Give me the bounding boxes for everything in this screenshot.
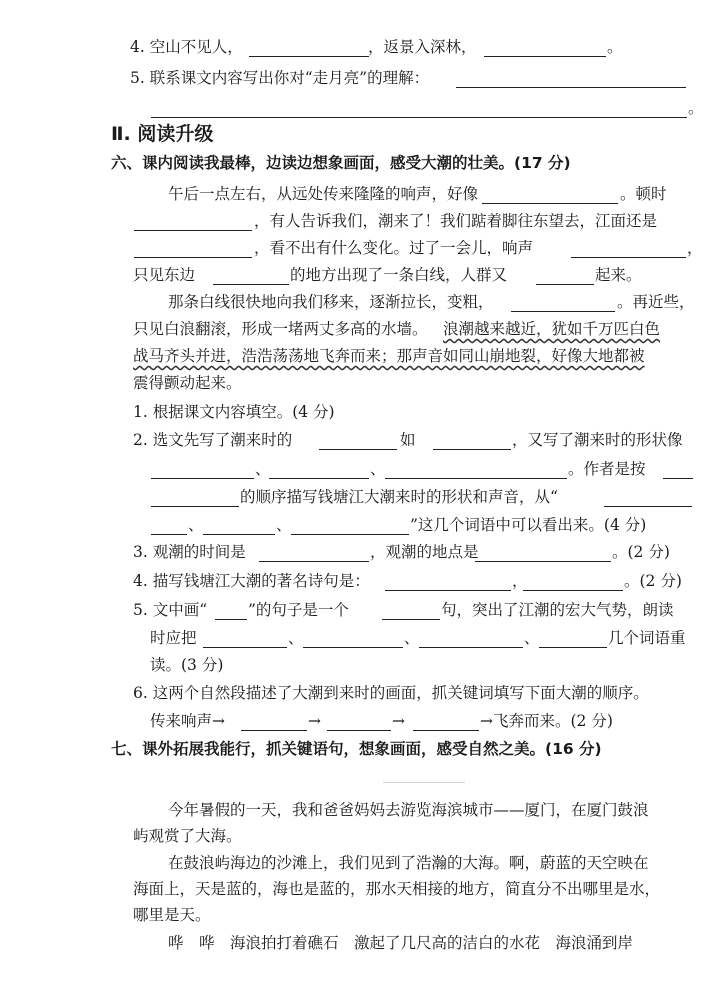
q6-sub3 [0,537,719,567]
question-text: 句，突出了江潮的宏大气势，朗读 [441,601,674,619]
poem-q4-text-b: ，返景入深林， [368,38,477,56]
answer-blank[interactable] [203,629,287,648]
answer-blank[interactable] [327,712,391,731]
answer-blank[interactable] [475,543,611,562]
question-text: 。作者是按 [568,460,646,478]
poem-q4-text-a: 4. 空山不见人， [130,38,243,56]
passage-text: 哗 哗 海浪拍打着礁石 激起了几尺高的洁白的水花 海浪涌到岸 [168,934,634,952]
question-text: ，观潮的地点是 [370,543,479,561]
passage-text: 今年暑假的一天，我和爸爸妈妈去游览海滨城市——厦门，在厦门鼓浪 [168,801,649,819]
question-text: →飞奔而来。(2 分) [480,712,613,730]
passage-text: ，看不出有什么变化。过了一会儿，响声 [254,239,534,257]
passage-text: 起来。 [595,266,642,284]
divider-line [383,782,465,783]
q6-heading [0,148,719,178]
passage-text: ， [687,239,703,257]
question-text: 4. 描写钱塘江大潮的著名诗句是： [133,572,370,590]
answer-blank[interactable] [151,516,187,535]
question-text: 、 [255,460,271,478]
q6-p1-line3 [0,233,719,263]
passage-text: 海面上，天是蓝的，海也是蓝的，那水天相接的地方，简直分不出哪里是水， [133,880,661,898]
passage-text: 午后一点左右，从远处传来隆隆的响声，好像 [168,185,479,203]
question-text: 6. 这两个自然段描述了大潮到来时的画面，抓关键词填写下面大潮的顺序。 [133,684,649,702]
answer-blank[interactable] [419,629,523,648]
question-text: ”的句子是一个 [248,601,349,619]
q6-sub6-line2 [0,706,719,736]
passage-text: 震得颤动起来。 [133,374,242,392]
question-text: ，又写了潮来时的形状像 [512,431,683,449]
answer-blank[interactable] [511,293,615,312]
question-text: 1. 根据课文内容填空。(4 分) [133,403,335,421]
question-text: 5. 文中画“ [133,601,208,619]
answer-blank[interactable] [456,69,686,88]
question-text: 几个词语重 [608,629,686,647]
poem-q4 [0,32,719,62]
arrow-text: → [392,712,405,730]
answer-blank[interactable] [433,431,511,450]
answer-blank[interactable] [151,488,239,507]
answer-blank[interactable] [134,212,252,231]
passage-text: 那条白线很快地向我们移来，逐渐拉长，变粗， [168,293,494,311]
question-text: 。(2 分) [624,572,682,590]
question-text: 如 [400,431,416,449]
section-title [0,118,719,150]
passage-text: 只见东边 [133,266,196,284]
question-text: 、 [524,629,540,647]
q6-p1-line2 [0,206,719,236]
answer-blank[interactable] [482,185,618,204]
q6-heading-text: 六、课内阅读我最棒，边读边想象画面，感受大潮的壮美。(17 分) [111,154,571,172]
passage-text: 。再近些， [617,293,695,311]
poem-q5 [0,63,719,93]
underlined-sentence: 战马齐头并进，浩浩荡荡地飞奔而来；那声音如同山崩地裂，好像大地都被 [133,347,645,365]
passage-text: 在鼓浪屿海边的沙滩上，我们见到了浩瀚的大海。啊，蔚蓝的天空映在 [168,854,649,872]
answer-blank[interactable] [213,266,289,285]
q6-sub5-line2 [0,623,719,653]
q6-sub4 [0,566,719,596]
passage-text: 屿观赏了大海。 [133,827,242,845]
answer-blank[interactable] [663,460,693,479]
answer-blank[interactable] [249,38,369,57]
q6-p1-line1 [0,179,719,209]
answer-blank[interactable] [571,239,686,258]
q6-sub2-line4 [0,510,719,540]
answer-blank[interactable] [523,572,623,591]
poem-q4-end: 。 [607,38,623,56]
q6-sub5-line1 [0,595,719,625]
answer-blank[interactable] [413,712,479,731]
q6-sub1 [0,397,719,427]
answer-blank[interactable] [259,543,369,562]
question-text: 、 [370,460,386,478]
poem-q5-end: 。 [688,99,704,117]
question-text: 、 [404,629,420,647]
question-text: 、 [276,516,292,534]
arrow-text: → [308,712,321,730]
answer-blank[interactable] [303,629,403,648]
answer-blank[interactable] [539,629,607,648]
section-title-text: Ⅱ. 阅读升级 [111,123,214,145]
question-text: ”这几个词语中可以看出来。(4 分) [410,516,647,534]
answer-blank[interactable] [536,266,594,285]
q7-p3-line1 [0,928,719,958]
answer-blank[interactable] [241,712,307,731]
question-text: 3. 观潮的时间是 [133,543,246,561]
answer-blank[interactable] [604,488,692,507]
q6-sub2-line1 [0,425,719,455]
passage-text: 。顿时 [620,185,667,203]
q7-heading-text: 七、课外拓展我能行，抓关键语句，想象画面，感受自然之美。(16 分) [111,740,602,758]
passage-text: 哪里是天。 [133,906,211,924]
q6-p2-line4 [0,368,719,398]
question-text: ， [512,572,528,590]
answer-blank[interactable] [134,239,252,258]
question-text: 的顺序描写钱塘江大潮来时的形状和声音，从“ [240,488,558,506]
answer-blank[interactable] [269,460,369,479]
question-text: 时应把 [150,629,197,647]
passage-text: ，有人告诉我们，潮来了！我们踮着脚往东望去，江面还是 [254,212,658,230]
answer-blank[interactable] [382,601,440,620]
answer-blank[interactable] [151,460,254,479]
answer-blank[interactable] [385,572,511,591]
question-text: 2. 选文先写了潮来时的 [133,431,293,449]
question-text: 、 [288,629,304,647]
question-text: 、 [188,516,204,534]
q6-sub6-line1 [0,678,719,708]
answer-blank[interactable] [215,601,247,620]
answer-blank[interactable] [385,460,567,479]
q7-p2-line3 [0,900,719,930]
underlined-sentence: 浪潮越来越近，犹如千万匹白色 [443,320,661,338]
answer-blank[interactable] [151,99,687,118]
q7-heading [0,734,719,764]
passage-text: 只见白浪翻滚，形成一堵两丈多高的水墙。 [133,320,428,338]
q6-sub5-line3 [0,650,719,680]
poem-q5-text: 5. 联系课文内容写出你对“走月亮”的理解： [130,69,430,87]
q6-p2-line1 [0,287,719,317]
q7-p1-line2 [0,821,719,851]
question-text: 读。(3 分) [150,656,224,674]
answer-blank[interactable] [484,38,606,57]
q6-sub2-line3 [0,482,719,512]
passage-text: 的地方出现了一条白线，人群又 [290,266,508,284]
answer-blank[interactable] [203,516,275,535]
question-text: 。(2 分) [612,543,670,561]
q6-sub2-line2 [0,454,719,484]
q6-p1-line4 [0,260,719,290]
answer-blank[interactable] [291,516,409,535]
q6-p2-line3 [0,341,719,371]
answer-blank[interactable] [319,431,397,450]
q6-p2-line2 [0,314,719,344]
question-text: 传来响声→ [150,712,225,730]
